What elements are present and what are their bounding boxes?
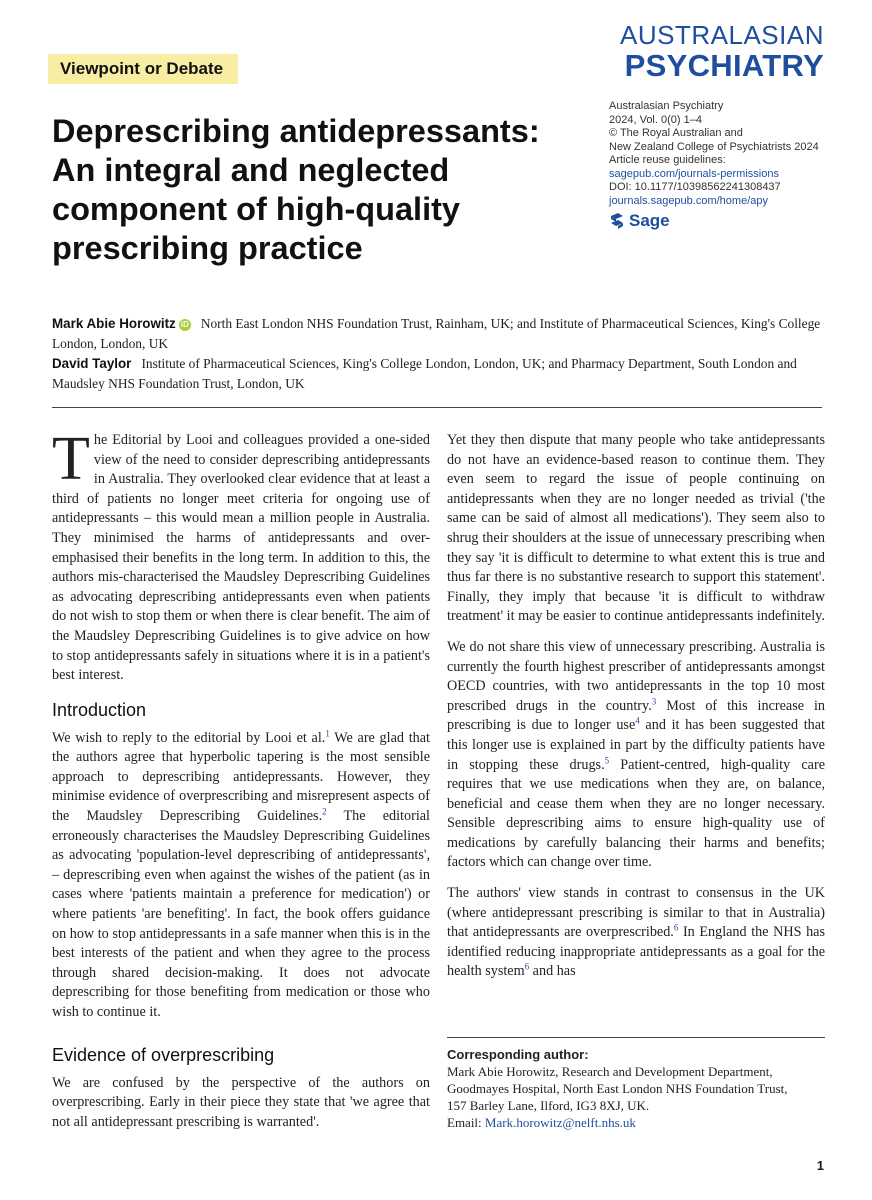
- article-title: [52, 112, 572, 268]
- orcid-icon[interactable]: iD: [180, 320, 189, 329]
- permissions-link[interactable]: sagepub.com/journals-permissions: [609, 167, 779, 180]
- journal-home-link[interactable]: journals.sagepub.com/home/apy: [609, 194, 768, 207]
- citation-ref[interactable]: 2: [322, 806, 327, 817]
- body-paragraph: Yet they then dispute that many people who take antidepressants do not have an evidence-based reason to continue them. They even seem to regard the issue of people continuing on antidepressants when they are no longer needed as trivial ('the same can be said of almost all medications'). They seem also to shrug their shoulders at the issue of unnecessary prescribing when they say 'it is difficult to determine to what extent this is true and thus far there is no substantive research to support this statement'. Finally, they imply that because 'it is difficult to withdraw treatment' it may be easier to continue antidepressants indefinitely.: [447, 432, 825, 625]
- meta-copyright: New Zealand College of Psychiatrists 2024: [609, 140, 819, 153]
- evidence-section: [52, 1046, 430, 1132]
- introduction-paragraph: We wish to reply to the editorial by Looi et al.$^1$ We are glad that the authors agree that hyperbolic tapering is the most sensible approach to deprescribing antidepressants. However, they minimise evidence of overprescribing and misrepresent aspects of the Maudsley Deprescribing Guidelines.$^2$ The editorial erroneously characterises the Maudsley Deprescribing Guidelines as advocating 'population-level deprescribing of antidepressants', – deprescribing even when against the wishes of the patient (as in cases where 'patients maintain a preference for medication') or where patients 'are benefiting'. In fact, the book offers guidance on how to stop antidepressants in a safe manner when this is in the best interests of the patient and when they agree to the process through shared decision-making. It does not advocate deprescribing for those benefiting from medication or those who wish to continue it.: [52, 727, 430, 1020]
- journal-name-line1: AUSTRALASIAN: [620, 20, 824, 50]
- footnote-divider: [447, 1037, 825, 1038]
- meta-copyright: © The Royal Australian and: [609, 127, 743, 139]
- corresponding-author: [447, 1046, 825, 1131]
- corresponding-address: Goodmayes Hospital, North East London NHS Foundation Trust,: [447, 1081, 788, 1096]
- corresponding-label: Corresponding author:: [447, 1047, 589, 1062]
- email-link[interactable]: Mark.horowitz@nelft.nhs.uk: [484, 1115, 636, 1130]
- citation-ref[interactable]: 3: [651, 695, 657, 706]
- meta-doi: DOI: 10.1177/10398562241308437: [609, 181, 781, 193]
- author-name: Mark Abie Horowitz: [52, 316, 176, 331]
- evidence-paragraph: We are confused by the perspective of the authors on overprescribing. Early in their piece they state that 'we agree that not all antidepressant prescribing is warranted'.: [52, 1074, 430, 1130]
- drop-cap: T: [52, 425, 90, 493]
- abstract: [52, 425, 430, 686]
- evidence-heading: Evidence of overprescribing: [52, 1045, 275, 1065]
- page-number: 1: [816, 1158, 824, 1173]
- title-line: An integral and neglected: [52, 152, 450, 188]
- meta-volume: 2024, Vol. 0(0) 1–4: [609, 113, 702, 126]
- author-affiliation: Institute of Pharmaceutical Sciences, King's College London, London, UK; and Pharmacy Department, South London and Maudsley NHS Foundation Trust, London, UK: [52, 356, 797, 391]
- section-divider: [52, 407, 822, 408]
- article-metadata: [609, 100, 839, 230]
- body-paragraph: We do not share this view of unnecessary prescribing. Australia is currently the fourth highest prescriber of antidepressants amongst OECD countries, with two antidepressants in the top 10 most prescribed drugs in the country.$^3$ Most of this increase in prescribing is due to longer use$^4$ and it has been suggested that this longer use is explained in part by the difficulty patients have in stopping these drugs.$^5$ Patient-centred, high-quality care requires that we use medications when they are, on balance, beneficial and cease them when they are no longer necessary. Sensible deprescribing aims to ensure high-quality use of medications by carefully balancing their harms and benefits; factors which can change over time.: [447, 638, 826, 871]
- sage-logo-icon: [609, 212, 625, 230]
- title-line: component of high-quality: [52, 191, 461, 227]
- column-2: [447, 431, 825, 982]
- body-paragraph: The authors' view stands in contrast to consensus in the UK (where antidepressant prescribing is similar to that in Australia) that antidepressants are overprescribed.$^6$ In England the NHS has identified reducing inappropriate antidepressants as a goal for the health system$^6$ and has: [447, 885, 825, 980]
- meta-journal: Australasian Psychiatry: [609, 100, 724, 112]
- citation-ref[interactable]: 6: [524, 961, 530, 972]
- corresponding-address: Mark Abie Horowitz, Research and Development Department,: [447, 1064, 773, 1079]
- title-line: Deprescribing antidepressants:: [52, 113, 540, 149]
- author-name: David Taylor: [52, 356, 132, 371]
- author-2: [52, 354, 822, 394]
- citation-ref[interactable]: 5: [604, 754, 610, 765]
- article-type-badge: Viewpoint or Debate: [48, 54, 238, 84]
- title-line: prescribing practice: [52, 230, 363, 266]
- abstract-text: he Editorial by Looi and colleagues provided a one-sided view of the need to consider deprescribing antidepressants in Australia. They overlooked clear evidence that at least a third of patients no longer meet criteria for ongoing use of antidepressants – this would mean a million people in Australia. They minimised the harms of antidepressants and over-emphasised their benefits in the long term. In addition to this, the authors mis-characterised the Maudsley Deprescribing Guidelines as advocating deprescribing antidepressants even when patients do not wish to stop them or when there is clear benefit. The aim of the Maudsley Deprescribing Guidelines is to give advice on how to stop antidepressants safely in situations where it is in a patient's best interest.: [52, 432, 430, 684]
- publisher-name: Sage: [629, 211, 670, 231]
- citation-ref[interactable]: 1: [325, 727, 330, 738]
- corresponding-email: Email: Mark.horowitz@nelft.nhs.uk: [447, 1115, 636, 1130]
- journal-name-line2: PSYCHIATRY: [624, 48, 824, 83]
- citation-ref[interactable]: 4: [635, 715, 640, 726]
- meta-reuse: Article reuse guidelines:: [609, 154, 726, 166]
- corresponding-address: 157 Barley Lane, Ilford, IG3 8XJ, UK.: [447, 1098, 650, 1113]
- introduction-section: [52, 701, 430, 1023]
- publisher-logo: [609, 212, 839, 230]
- citation-ref[interactable]: 6: [673, 922, 679, 933]
- journal-logo: [620, 22, 824, 81]
- author-1: [52, 314, 822, 354]
- introduction-heading: Introduction: [52, 700, 147, 720]
- author-affiliation: North East London NHS Foundation Trust, Rainham, UK; and Institute of Pharmaceutical Sciences, King's College London, London, UK: [52, 316, 821, 351]
